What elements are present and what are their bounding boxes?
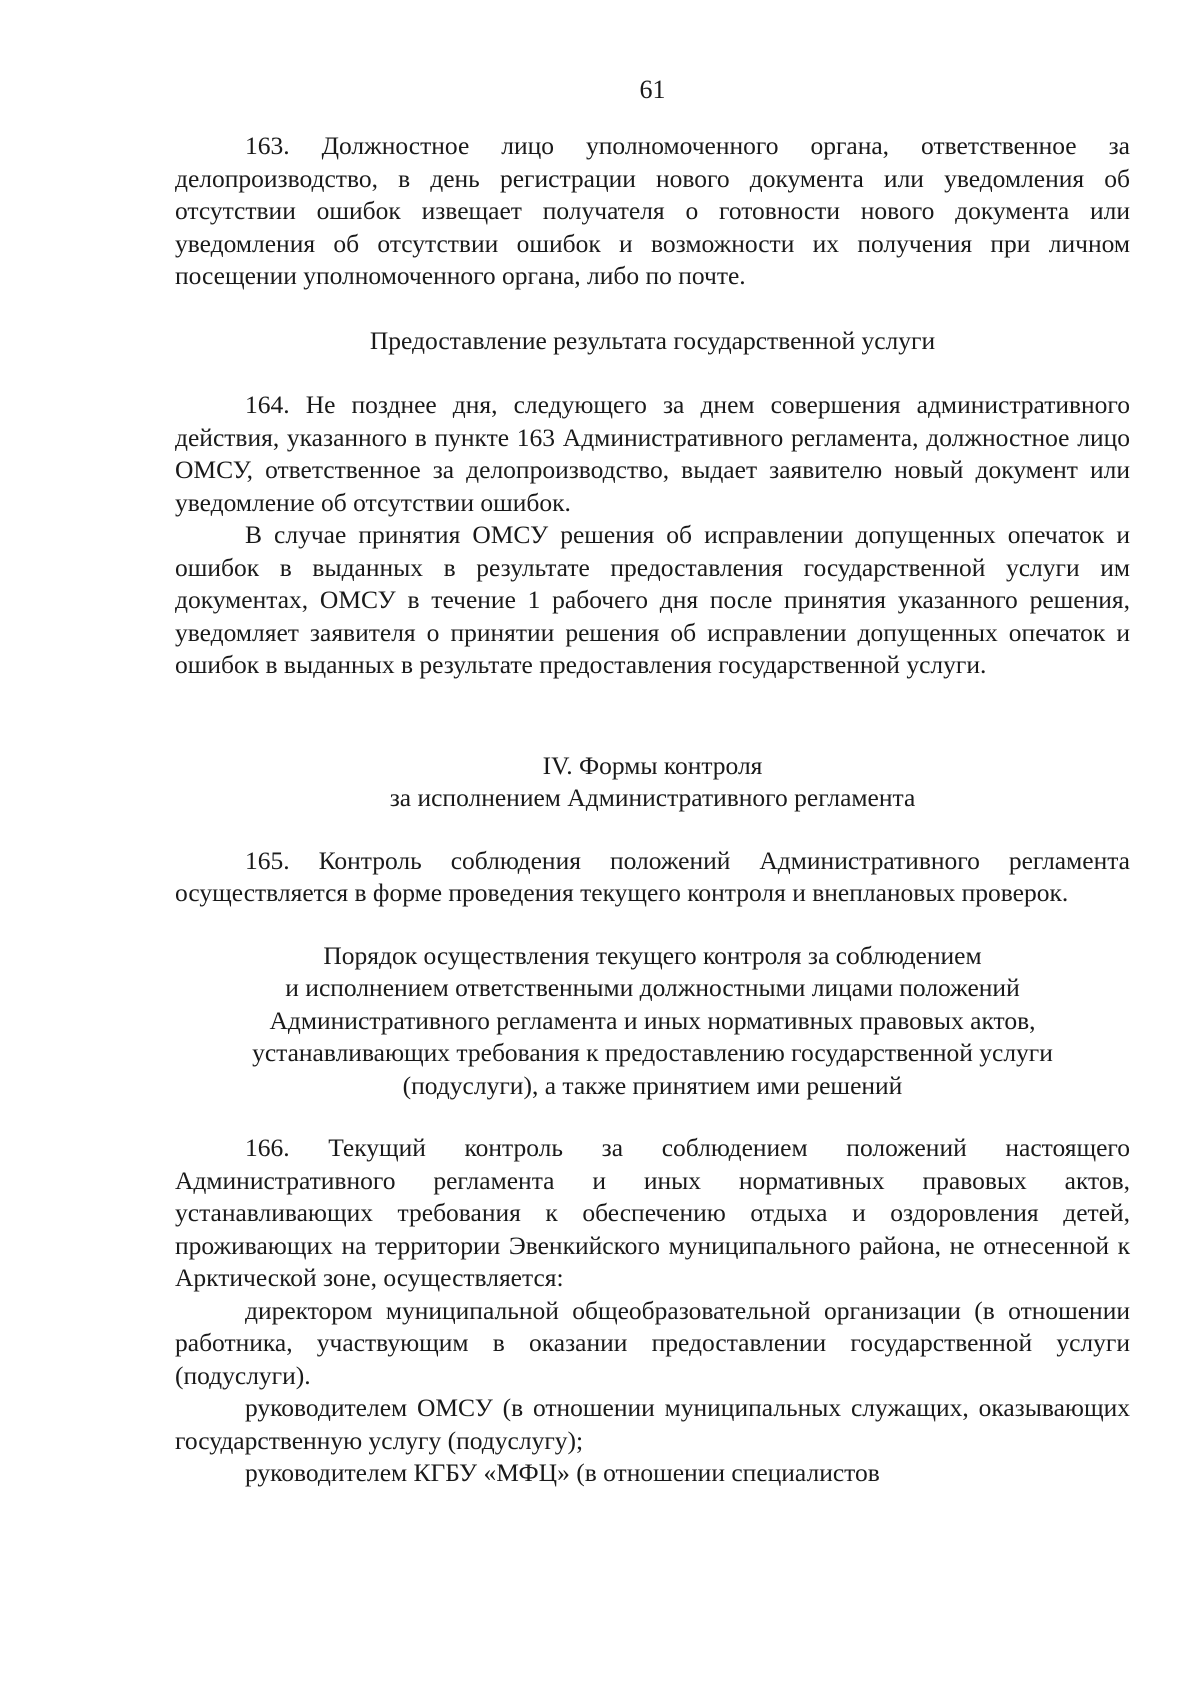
paragraph-166-item-omsu: руководителем ОМСУ (в отношении муниципальных служащих, оказывающих государственную услугу (подуслугу); — [175, 1393, 1130, 1455]
page-number: 61 — [639, 75, 666, 104]
subheading-line-1: Порядок осуществления текущего контроля за соблюдением — [323, 940, 982, 970]
section-heading-line-2: за исполнением Административного регламента — [389, 783, 916, 812]
paragraph-166-item-mfc: руководителем КГБУ «МФЦ» (в отношении специалистов — [245, 1458, 880, 1487]
paragraph-164: 164. Не позднее дня, следующего за днем совершения административного действия, указанного в пункте 163 Административного регламента, должностное лицо ОМСУ, ответственное за делопроизводство, выдает заявителю новый документ или уведомление об отсутствии ошибок. — [175, 390, 1130, 517]
spacer — [175, 682, 1130, 750]
spacer — [175, 1102, 1130, 1132]
paragraph-166: 166. Текущий контроль за соблюдением положений настоящего Административного регламента и иных нормативных правовых актов, устанавливающих требования к обеспечению отдыха и оздоровления детей, проживающих на территории Эвенкийского муниципального района, не отнесенной к Арктической зоне, осуществляется: — [175, 1133, 1130, 1292]
spacer — [175, 293, 1130, 325]
spacer — [175, 357, 1130, 389]
spacer — [175, 815, 1130, 845]
paragraph-164-continued: В случае принятия ОМСУ решения об исправлении допущенных опечаток и ошибок в выданных в результате предоставления государственной услуги им документах, ОМСУ в течение 1 рабочего дня после принятия указанного решения, уведомляет заявителя о принятии решения об исправлении допущенных опечаток и ошибок в выданных в результате предоставления государственной услуги. — [175, 520, 1130, 679]
paragraph-165: 165. Контроль соблюдения положений Административного регламента осуществляется в форме проведения текущего контроля и внеплановых проверок. — [175, 845, 1130, 907]
paragraph-166-item-director: директором муниципальной общеобразовательной организации (в отношении работника, участвующим в оказании предоставлении государственной услуги (подуслуги). — [175, 1295, 1130, 1390]
subheading-line-4: устанавливающих требования к предоставлению государственной услуги — [252, 1038, 1053, 1067]
spacer — [175, 910, 1130, 940]
subheading-line-2: и исполнением ответственными должностными лицами положений — [285, 973, 1020, 1002]
paragraph-163: 163. Должностное лицо уполномоченного органа, ответственное за делопроизводство, в день регистрации нового документа или уведомления об отсутствии ошибок извещает получателя о готовности нового документа или уведомления об отсутствии ошибок и возможности их получения при личном посещении уполномоченного органа, либо по почте. — [175, 131, 1130, 290]
heading-result-provision: Предоставление результата государственной услуги — [369, 325, 936, 355]
subheading-line-3: Административного регламента и иных нормативных правовых актов, — [269, 1005, 1036, 1035]
section-heading-line-1: IV. Формы контроля — [542, 750, 763, 780]
page-content — [175, 70, 1130, 1490]
subheading-line-5: (подуслуги), а также принятием ими решений — [402, 1070, 903, 1100]
